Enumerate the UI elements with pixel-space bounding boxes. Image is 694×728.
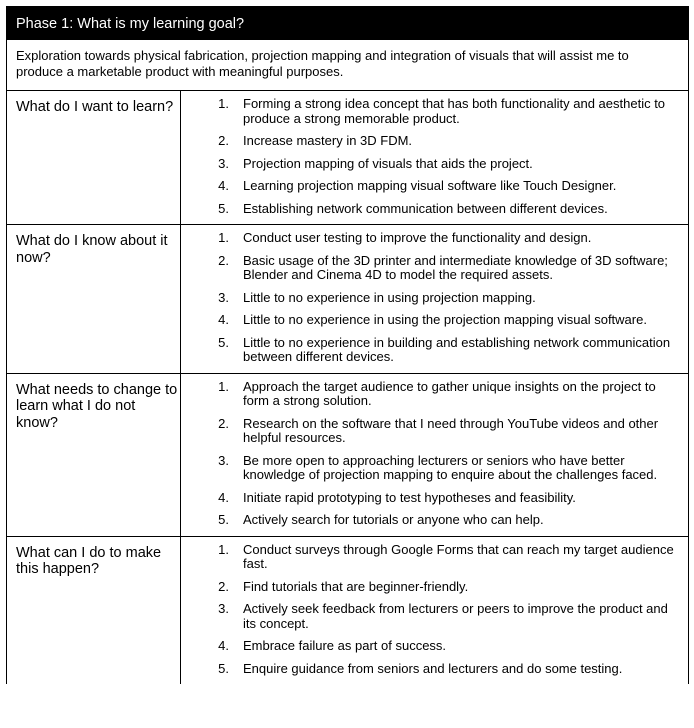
- question-cell: What needs to change to learn what I do not know?: [7, 374, 181, 536]
- list-number: 4.: [218, 178, 229, 193]
- list-item: [181, 202, 682, 217]
- list-number: 3.: [218, 289, 229, 305]
- phase-title: Phase 1: What is my learning goal?: [6, 6, 689, 40]
- section-row-needs-to-change: [6, 374, 689, 537]
- list-item-text: Little to no experience in using projection mapping.: [243, 289, 536, 305]
- list-number: 5.: [218, 334, 229, 350]
- list-number: 5.: [218, 512, 229, 527]
- list-item: [181, 291, 682, 306]
- list-item: [181, 639, 682, 654]
- list-item: [181, 543, 682, 572]
- list-item: [181, 602, 682, 631]
- list-item-text: Conduct user testing to improve the functionality and design.: [243, 230, 592, 245]
- list-item: [181, 157, 682, 172]
- list-item: [181, 254, 682, 283]
- list-item-text: Be more open to approaching lecturers or seniors who have better knowledge of projection mapping to enquire about the challenges faced.: [243, 452, 658, 482]
- list-number: 3.: [218, 155, 229, 171]
- list-item: [181, 580, 682, 595]
- answer-list: [181, 231, 682, 365]
- list-item: [181, 179, 682, 194]
- list-number: 1.: [218, 96, 229, 111]
- list-number: 1.: [218, 541, 229, 557]
- list-item-text: Projection mapping of visuals that aids the project.: [243, 155, 533, 171]
- list-number: 5.: [218, 660, 229, 676]
- list-item-text: Little to no experience in building and establishing network communication between different devices.: [243, 334, 671, 364]
- list-item: [181, 231, 682, 246]
- list-item-text: Initiate rapid prototyping to test hypotheses and feasibility.: [243, 489, 576, 505]
- list-item: [181, 491, 682, 506]
- list-number: 2.: [218, 133, 229, 148]
- list-item: [181, 134, 682, 149]
- list-item: [181, 313, 682, 328]
- list-item-text: Forming a strong idea concept that has both functionality and aesthetic to produce a strong memorable product.: [243, 96, 666, 126]
- answer-cell: [181, 374, 688, 536]
- list-number: 3.: [218, 452, 229, 468]
- list-number: 4.: [218, 638, 229, 653]
- section-row-make-it-happen: [6, 537, 689, 685]
- list-number: 5.: [218, 200, 229, 216]
- list-number: 1.: [218, 230, 229, 245]
- list-item-text: Enquire guidance from seniors and lecturers and do some testing.: [243, 660, 623, 676]
- question-cell: What do I want to learn?: [7, 91, 181, 224]
- list-item: [181, 662, 682, 677]
- answer-list: [181, 380, 682, 528]
- question-cell: What do I know about it now?: [7, 225, 181, 373]
- list-item: [181, 336, 682, 365]
- answer-cell: [181, 537, 688, 685]
- list-number: 1.: [218, 378, 229, 394]
- list-item-text: Basic usage of the 3D printer and intermediate knowledge of 3D software; Blender and Cinema 4D to model the required assets.: [243, 252, 668, 282]
- list-number: 2.: [218, 252, 229, 268]
- list-item-text: Research on the software that I need through YouTube videos and other helpful resources.: [243, 415, 659, 445]
- list-item-text: Increase mastery in 3D FDM.: [243, 133, 413, 148]
- list-item: [181, 454, 682, 483]
- list-item: [181, 417, 682, 446]
- answer-list: [181, 543, 682, 677]
- answer-cell: [181, 91, 688, 224]
- list-item-text: Actively search for tutorials or anyone who can help.: [243, 512, 544, 527]
- list-number: 4.: [218, 489, 229, 505]
- goal-description: Exploration towards physical fabrication, projection mapping and integration of visuals that will assist me to produce a marketable product with meaningful purposes.: [6, 40, 689, 91]
- section-row-know-now: [6, 225, 689, 374]
- list-item-text: Approach the target audience to gather unique insights on the project to form a strong solution.: [243, 378, 656, 408]
- list-number: 2.: [218, 578, 229, 594]
- list-number: 4.: [218, 312, 229, 327]
- learning-goal-table: [6, 6, 689, 684]
- list-item-text: Learning projection mapping visual software like Touch Designer.: [243, 178, 617, 193]
- question-rows: [6, 91, 689, 684]
- answer-cell: [181, 225, 688, 373]
- question-cell: What can I do to make this happen?: [7, 537, 181, 685]
- list-item-text: Conduct surveys through Google Forms that can reach my target audience fast.: [243, 541, 674, 571]
- list-item: [181, 513, 682, 528]
- list-item-text: Embrace failure as part of success.: [243, 638, 447, 653]
- list-number: 3.: [218, 601, 229, 616]
- list-item: [181, 97, 682, 126]
- list-item-text: Find tutorials that are beginner-friendly.: [243, 578, 469, 594]
- list-item: [181, 380, 682, 409]
- list-item-text: Actively seek feedback from lecturers or peers to improve the product and its concept.: [243, 601, 668, 631]
- section-row-want-to-learn: [6, 91, 689, 225]
- answer-list: [181, 97, 682, 216]
- list-item-text: Establishing network communication between different devices.: [243, 200, 608, 216]
- list-item-text: Little to no experience in using the projection mapping visual software.: [243, 312, 647, 327]
- list-number: 2.: [218, 415, 229, 431]
